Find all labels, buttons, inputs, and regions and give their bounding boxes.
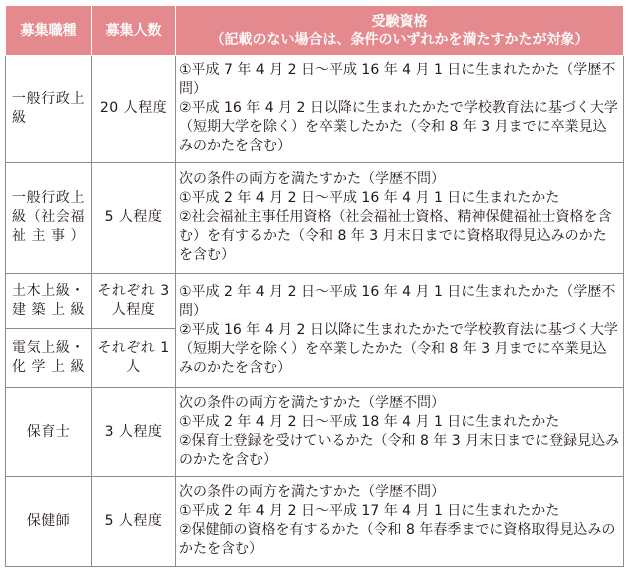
header-qualification [176, 6, 624, 56]
qualification-line: 次の条件の両方を満たすかた（学歴不問） [179, 395, 445, 412]
qualification-cell [176, 476, 624, 566]
qualification-line: ①平成 2 年 4 月 2 日～平成 18 年 4 月 1 日に生まれたかた [179, 414, 560, 431]
job-type-cell: 電気上級・化学上級 [6, 328, 92, 388]
job-type-cell: 土木上級・建築上級 [6, 273, 92, 328]
header-recruit-count: 募集人数 [92, 6, 176, 56]
recruit-count-cell: 3 人程度 [92, 388, 176, 476]
recruitment-table [5, 5, 624, 567]
qualification-line: ①平成 2 年 4 月 2 日～平成 16 年 4 月 1 日に生まれたかた（学歴不問） [179, 283, 616, 319]
qualification-line: ①平成 2 年 4 月 2 日～平成 17 年 4 月 1 日に生まれたかた [179, 503, 560, 520]
job-type-cell: 保育士 [6, 388, 92, 476]
qualification-cell [176, 56, 624, 163]
qualification-line: ②社会福祉主事任用資格（社会福祉士資格、精神保健福祉士資格を含む）を有するかた（令和 8 年 3 月末日までに資格取得見込みのかたを含む） [179, 209, 612, 264]
qualification-line: 次の条件の両方を満たすかた（学歴不問） [179, 171, 445, 188]
table-row [6, 162, 624, 273]
table-row [6, 56, 624, 163]
recruit-count-cell: 5 人程度 [92, 476, 176, 566]
qualification-line: ②平成 16 年 4 月 2 日以降に生まれたかたで学校教育法に基づく大学（短期大学を除く）を卒業したかた（令和 8 年 3 月までに卒業見込みのかたを含む） [179, 321, 618, 376]
recruit-count-cell: それぞれ 3 人程度 [92, 273, 176, 328]
table-header-row [6, 6, 624, 56]
header-qualification-note: （記載のない場合は、条件のいずれかを満たすかたが対象） [210, 31, 589, 48]
job-type-cell: 保健師 [6, 476, 92, 566]
job-type-cell: 一般行政上級（社会福祉主事） [6, 162, 92, 273]
qualification-line: ②保健師の資格を有するかた（令和 8 年春季までに資格取得見込みのかたを含む） [179, 522, 616, 558]
qualification-cell [176, 273, 624, 388]
qualification-cell [176, 388, 624, 476]
header-job-type: 募集職種 [6, 6, 92, 56]
job-type-cell: 一般行政上級 [6, 56, 92, 163]
recruit-count-cell: 20 人程度 [92, 56, 176, 163]
qualification-line: ②平成 16 年 4 月 2 日以降に生まれたかたで学校教育法に基づく大学（短期大学を除く）を卒業したかた（令和 8 年 3 月までに卒業見込みのかたを含む） [179, 100, 618, 155]
qualification-cell [176, 162, 624, 273]
recruit-count-cell: それぞれ 1 人 [92, 328, 176, 388]
table-row [6, 273, 624, 328]
qualification-line: ②保育士登録を受けているかた（令和 8 年 3 月末日までに登録見込みのかたを含む） [179, 433, 620, 469]
table-row [6, 476, 624, 566]
recruit-count-cell: 5 人程度 [92, 162, 176, 273]
qualification-line: ①平成 2 年 4 月 2 日～平成 16 年 4 月 1 日に生まれたかた [179, 190, 560, 207]
header-qualification-title: 受験資格 [371, 13, 428, 30]
qualification-line: ①平成 7 年 4 月 2 日～平成 16 年 4 月 1 日に生まれたかた（学歴不問） [179, 62, 616, 98]
qualification-line: 次の条件の両方を満たすかた（学歴不問） [179, 484, 445, 501]
table-row [6, 388, 624, 476]
